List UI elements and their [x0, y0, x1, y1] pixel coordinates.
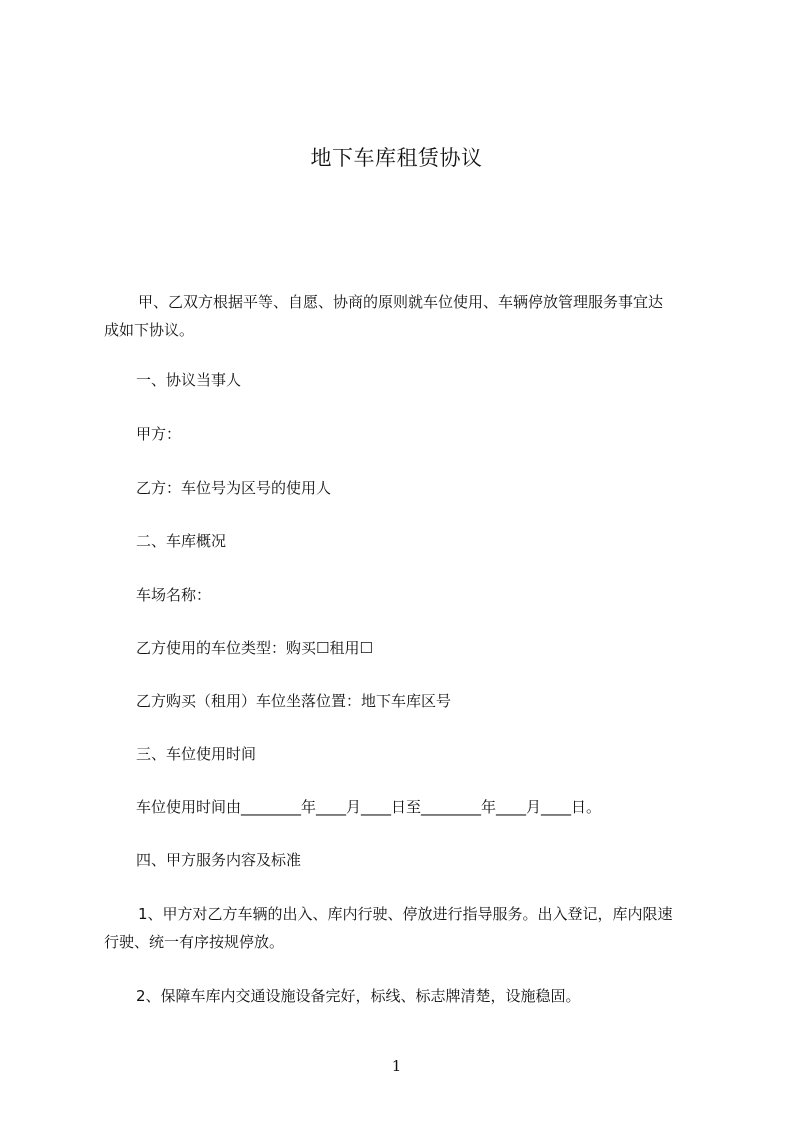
usage-time-line: 车位使用时间由________年____月____日至________年____月____日。 — [136, 798, 602, 816]
service-item-2-line: 2、保障车库内交通设施设备完好，标线、标志牌清楚，设施稳固。 — [136, 987, 581, 1005]
page-number: 1 — [391, 1057, 402, 1075]
section-1-heading: 一、协议当事人 — [136, 371, 242, 389]
section-4-heading: 四、甲方服务内容及标准 — [136, 851, 302, 869]
intro-paragraph-line-2: 成如下协议。 — [104, 321, 195, 339]
parking-name-line: 车场名称： — [136, 586, 212, 604]
intro-paragraph-line-1: 甲、乙双方根据平等、自愿、协商的原则就车位使用、车辆停放管理服务事宜达 — [138, 293, 664, 311]
section-3-heading: 三、车位使用时间 — [136, 745, 257, 763]
space-type-line: 乙方使用的车位类型：购买☐租用☐ — [136, 639, 373, 657]
service-item-1-line-2: 行驶、统一有序按规停放。 — [104, 933, 285, 951]
party-a-line: 甲方： — [136, 425, 182, 443]
section-2-heading: 二、车库概况 — [136, 532, 227, 550]
service-item-1-line-1: 1、甲方对乙方车辆的出入、库内行驶、停放进行指导服务。出入登记，库内限速 — [138, 905, 673, 923]
space-location-line: 乙方购买（租用）车位坐落位置：地下车库区号 — [136, 692, 452, 710]
party-b-line: 乙方：车位号为区号的使用人 — [136, 479, 332, 497]
document-title: 地下车库租赁协议 — [310, 146, 483, 170]
